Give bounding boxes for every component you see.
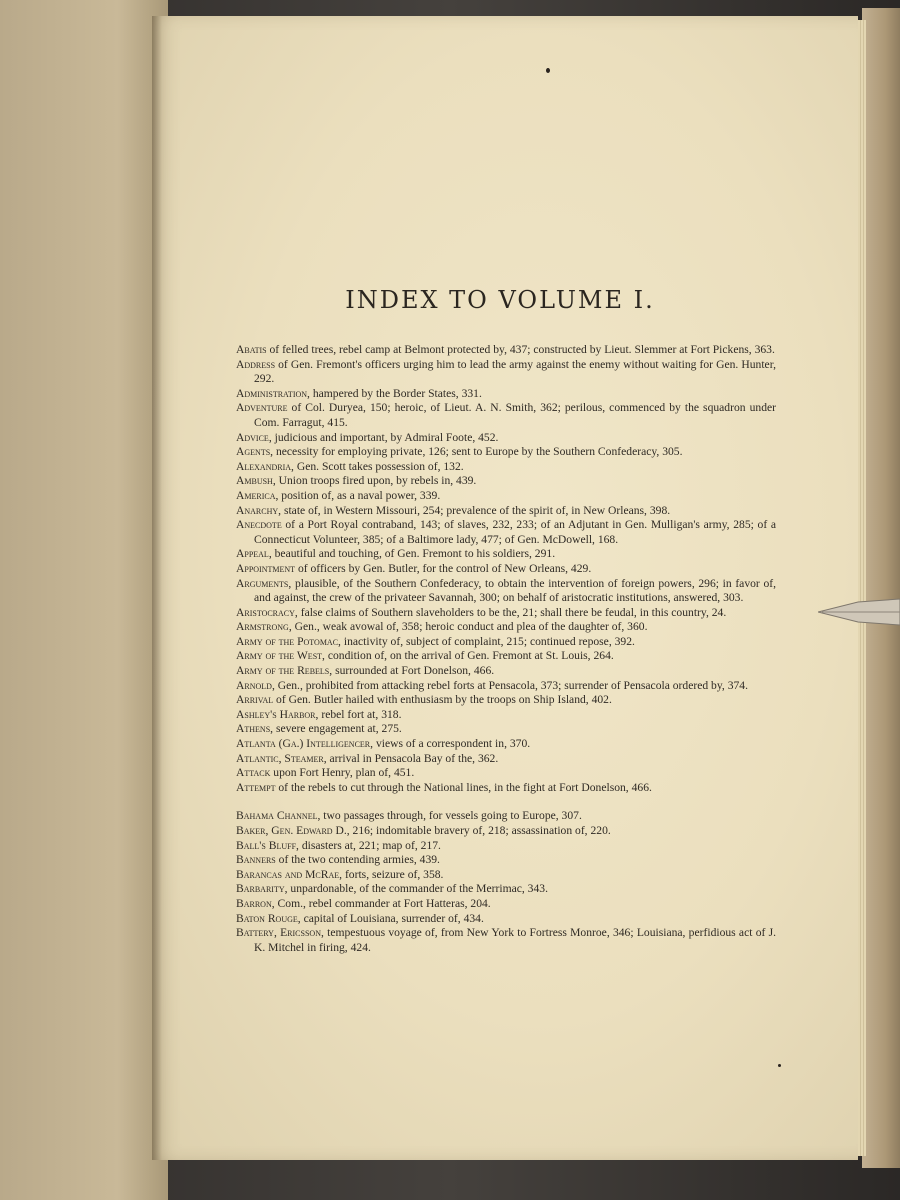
index-entry (236, 664, 776, 679)
index-entry-text: , 216; indomitable bravery of, 218; assassination of, 220. (346, 824, 611, 837)
index-entry-text: , Gen., weak avowal of, 358; heroic conduct and plea of the daughter of, 360. (288, 620, 648, 634)
index-entry-heading: Athens (236, 722, 271, 736)
bookmark-pointer (818, 597, 900, 627)
index-entry-text: , necessity for employing private, 126; sent to Europe by the Southern Confederacy, 305. (270, 445, 683, 459)
index-entry (236, 708, 776, 723)
index-entry (236, 387, 776, 402)
index-entry (236, 649, 776, 664)
index-group-a (236, 343, 776, 795)
index-entry (236, 926, 776, 955)
index-entry-text: of Gen. Fremont's officers urging him to lead the army against the enemy without waiting for Gen. Hunter, 292. (254, 357, 776, 386)
book-cover-left (0, 0, 168, 1200)
index-entry-text: of the rebels to cut through the National lines, in the fight at Fort Donelson, 466. (275, 780, 652, 794)
index-entry (236, 912, 776, 927)
index-entry-heading: Atlanta (Ga.) Intelligencer (236, 737, 371, 751)
index-entry (236, 824, 776, 839)
index-entry (236, 781, 776, 796)
index-entry (236, 401, 776, 430)
index-group-b (236, 809, 776, 955)
index-entry-text: , Gen. Scott takes possession of, 132. (291, 459, 464, 473)
index-entry (236, 606, 776, 621)
index-entry-text: , severe engagement at, 275. (270, 722, 402, 736)
index-list (236, 343, 776, 955)
index-entry-heading: Attempt (236, 780, 276, 794)
index-entry-text: , surrounded at Fort Donelson, 466. (329, 664, 495, 678)
index-entry-heading: Administration (236, 386, 308, 400)
index-entry (236, 897, 776, 912)
index-entry (236, 562, 776, 577)
index-entry-heading: Arnold (236, 678, 272, 692)
index-entry-text: , Com., rebel commander at Fort Hatteras, 204. (271, 896, 491, 910)
index-entry-text: , beautiful and touching, of Gen. Fremont to his soldiers, 291. (268, 547, 556, 561)
index-entry-heading: Army of the Rebels (236, 664, 330, 678)
index-entry (236, 343, 776, 358)
index-entry-heading: Appointment (236, 561, 296, 575)
index-entry-text: , views of a correspondent in, 370. (370, 737, 531, 751)
index-entry (236, 358, 776, 387)
index-entry (236, 839, 776, 854)
index-entry-heading: Arguments (236, 576, 289, 590)
index-entry-heading: Armstrong (236, 620, 289, 634)
index-entry-heading: Aristocracy (236, 605, 295, 619)
index-entry-text: of felled trees, rebel camp at Belmont protected by, 437; constructed by Lieut. Slemmer at Fort Pickens, 363. (266, 343, 775, 356)
index-entry-heading: Advice (236, 430, 269, 444)
index-entry (236, 547, 776, 562)
index-entry-heading: Adventure (236, 401, 288, 415)
index-entry-heading: Army of the Potomac (236, 634, 339, 648)
index-entry (236, 809, 776, 824)
index-entry-text: , hampered by the Border States, 331. (307, 386, 482, 400)
index-entry-heading: Bahama Channel (236, 809, 318, 823)
ink-speck (778, 1064, 781, 1067)
index-entry-heading: Barron (236, 896, 272, 910)
index-entry (236, 722, 776, 737)
index-entry (236, 474, 776, 489)
index-entry-heading: Abatis (236, 343, 267, 356)
index-entry (236, 577, 776, 606)
index-entry-text: of Gen. Butler hailed with enthusiasm by the troops on Ship Island, 402. (273, 693, 612, 707)
index-entry-heading: Barbarity (236, 882, 285, 896)
index-entry-text: , plausible, of the Southern Confederacy, to obtain the intervention of foreign powers, 296; in favor of, and against, the crew of the privateer Savannah, 300; on behalf of aristocratic institutions, answered, 303. (254, 576, 776, 605)
index-entry-text: , position of, as a naval power, 339. (275, 488, 441, 502)
index-entry (236, 460, 776, 475)
page-title: INDEX TO VOLUME I. (345, 286, 655, 314)
book-cover-right (862, 8, 900, 1168)
index-entry (236, 504, 776, 519)
index-entry-heading: Ashley's Harbor (236, 707, 316, 721)
index-entry (236, 737, 776, 752)
index-entry-heading: Agents (236, 445, 271, 459)
index-entry-text: of Col. Duryea, 150; heroic, of Lieut. A. N. Smith, 362; perilous, commenced by the squadron under Com. Farragut, 415. (254, 401, 776, 429)
index-entry-text: , false claims of Southern slaveholders to be the, 21; shall there be feudal, in this country, 24. (294, 605, 727, 619)
index-entry (236, 518, 776, 547)
index-entry-heading: Barancas and McRae (236, 867, 340, 881)
index-entry (236, 431, 776, 446)
index-entry-heading: Attack (236, 766, 271, 780)
index-entry-heading: Baker, Gen. Edward D. (236, 824, 347, 837)
index-entry (236, 868, 776, 883)
index-entry-text: upon Fort Henry, plan of, 451. (270, 766, 415, 780)
index-entry-heading: Banners (236, 853, 276, 867)
index-entry (236, 882, 776, 897)
index-entry (236, 693, 776, 708)
index-entry-heading: Ball's Bluff (236, 838, 297, 852)
index-entry-heading: Arrival (236, 693, 274, 707)
index-entry-text: , state of, in Western Missouri, 254; prevalence of the spirit of, in New Orleans, 398. (278, 503, 671, 517)
index-entry (236, 489, 776, 504)
index-entry-text: , disasters at, 221; map of, 217. (296, 838, 441, 852)
index-entry (236, 635, 776, 650)
index-entry-heading: Alexandria (236, 459, 292, 473)
index-entry-text: of officers by Gen. Butler, for the control of New Orleans, 429. (295, 561, 592, 575)
index-entry (236, 445, 776, 460)
index-entry-text: , condition of, on the arrival of Gen. Fremont at St. Louis, 264. (322, 649, 614, 663)
index-entry-text: , rebel fort at, 318. (315, 707, 402, 721)
index-entry-heading: Baton Rouge (236, 911, 298, 925)
index-entry (236, 620, 776, 635)
index-entry-heading: Address (236, 357, 276, 371)
index-entry-heading: Battery, Ericsson (236, 926, 321, 940)
index-entry-heading: Atlantic, Steamer (236, 751, 324, 765)
index-entry-heading: Anecdote (236, 518, 282, 532)
group-spacer (236, 795, 776, 809)
ink-speck (546, 68, 550, 73)
index-entry-text: , inactivity of, subject of complaint, 215; continued repose, 392. (338, 634, 635, 648)
index-entry-text: , capital of Louisiana, surrender of, 434. (297, 911, 484, 925)
page-gutter-shadow (152, 16, 162, 1160)
index-entry-text: , tempestuous voyage of, from New York to Fortress Monroe, 346; Louisiana, perfidious act of J. K. Mitchel in firing, 424. (254, 926, 777, 954)
index-entry-heading: America (236, 488, 276, 502)
index-entry-text: , unpardonable, of the commander of the Merrimac, 343. (284, 882, 548, 896)
index-entry (236, 766, 776, 781)
index-entry-text: of the two contending armies, 439. (275, 853, 440, 867)
index-entry-heading: Appeal (236, 547, 269, 561)
index-entry (236, 752, 776, 767)
index-entry-heading: Ambush (236, 474, 273, 488)
index-entry-text: , forts, seizure of, 358. (339, 867, 444, 881)
index-entry (236, 853, 776, 868)
index-entry (236, 679, 776, 694)
index-entry-text: of a Port Royal contraband, 143; of slaves, 232, 233; of an Adjutant in Gen. Mulligan's army, 285; of a Connecticut Volunteer, 385; of a Baltimore lady, 477; of Gen. McDowell, 168. (254, 518, 776, 546)
index-entry-heading: Army of the West (236, 649, 323, 663)
index-entry-text: , judicious and important, by Admiral Foote, 452. (268, 430, 499, 444)
index-entry-heading: Anarchy (236, 503, 279, 517)
index-entry-text: , arrival in Pensacola Bay of the, 362. (323, 751, 499, 765)
index-entry-text: , two passages through, for vessels going to Europe, 307. (317, 809, 582, 823)
index-entry-text: , Gen., prohibited from attacking rebel forts at Pensacola, 373; surrender of Pensacola ordered by, 374. (271, 678, 748, 692)
index-entry-text: , Union troops fired upon, by rebels in, 439. (272, 474, 477, 488)
